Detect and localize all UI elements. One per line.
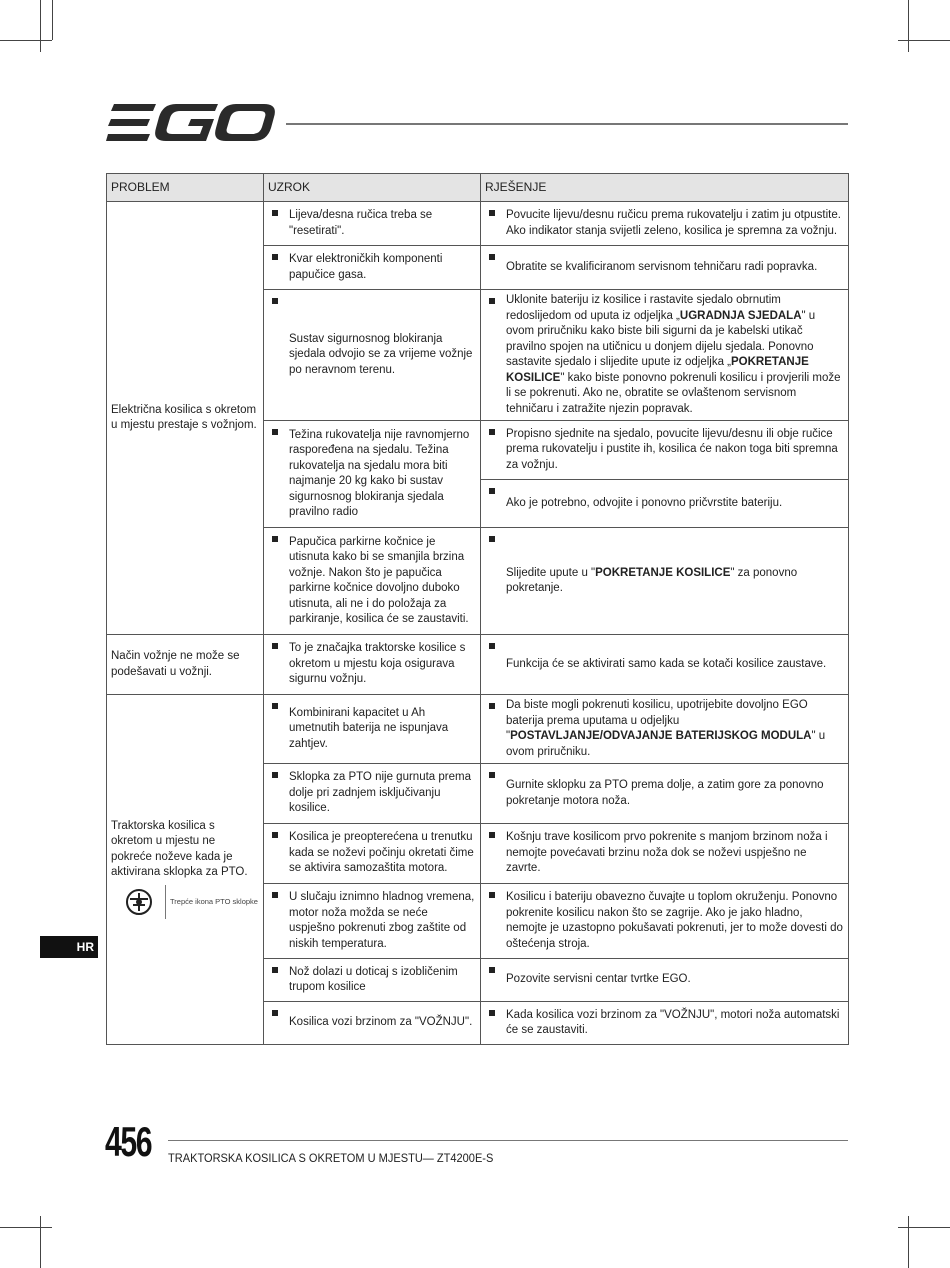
solution-cell xyxy=(481,528,849,635)
ego-logo xyxy=(106,102,276,144)
pto-separator xyxy=(165,885,166,919)
section-reference: POSTAVLJANJE/ODVAJANJE BATERIJSKOG MODULA xyxy=(510,730,812,742)
cause-cell: Lijeva/desna ručica treba se "resetirati". xyxy=(264,202,481,246)
problem-cell xyxy=(107,695,264,1045)
table-row xyxy=(107,202,849,246)
crop-mark xyxy=(908,1216,909,1268)
problem-cell: Električna kosilica s okretom u mjestu prestaje s vožnjom. xyxy=(107,202,264,635)
solution-cell: Ako je potrebno, odvojite i ponovno pričvrstite bateriju. xyxy=(481,480,849,528)
crop-mark xyxy=(0,40,52,41)
section-reference: POKRETANJE KOSILICE xyxy=(595,566,731,579)
solution-cell xyxy=(481,695,849,764)
pto-switch-icon xyxy=(125,888,153,916)
solution-cell: Kada kosilica vozi brzinom za "VOŽNJU", motori noža automatski će se zaustaviti. xyxy=(481,1002,849,1045)
solution-cell: Obratite se kvalificiranom servisnom tehničaru radi popravka. xyxy=(481,246,849,290)
solution-header: RJEŠENJE xyxy=(481,174,849,202)
solution-cell: Funkcija će se aktivirati samo kada se kotači kosilice zaustave. xyxy=(481,635,849,695)
solution-text: " u ovom priručniku. xyxy=(506,730,826,758)
cause-cell: U slučaju iznimno hladnog vremena, motor noža možda se neće uspješno pokrenuti zbog zaštite od niskih temperatura. xyxy=(264,884,481,959)
solution-text: Da biste mogli pokrenuti kosilicu, upotrijebite dovoljno EGO baterija prema uputama u odjeljku " xyxy=(506,699,808,742)
crop-mark xyxy=(898,1227,950,1228)
crop-mark xyxy=(52,0,53,40)
cause-cell: Papučica parkirne kočnice je utisnuta kako bi se smanjila brzina vožnje. Nakon što je papučica parkirne kočnice dovoljno duboko utisnuta, ali ne i do položaja za parkiranje, kosilica će se zaustaviti. xyxy=(264,528,481,635)
section-reference: POKRETANJE KOSILICE xyxy=(506,356,809,384)
cause-cell: Kosilica vozi brzinom za "VOŽNJU". xyxy=(264,1002,481,1045)
cause-cell: Sustav sigurnosnog blokiranja sjedala odvojio se za vrijeme vožnje po neravnom terenu. xyxy=(264,290,481,421)
crop-mark xyxy=(40,1216,41,1268)
language-tab: HR xyxy=(40,936,98,958)
pto-indicator xyxy=(113,885,259,919)
cause-cell: Kombinirani kapacitet u Ah umetnutih baterija ne ispunjava zahtjev. xyxy=(264,695,481,764)
problem-text: Traktorska kosilica s okretom u mjestu ne pokreće noževe kada je aktivirana sklopka za PTO. xyxy=(111,819,248,878)
pto-caption: Trepće ikona PTO sklopke xyxy=(170,896,258,906)
cause-cell: Kvar elektroničkih komponenti papučice gasa. xyxy=(264,246,481,290)
cause-cell: Sklopka za PTO nije gurnuta prema dolje pri zadnjem isključivanju kosilice. xyxy=(264,764,481,824)
footer-rule xyxy=(168,1140,848,1141)
solution-text: " u ovom priručniku kako biste bili sigurni da je kabelski utikač pravilno spojen na utičnicu u donjem dijelu sjedala. Ponovno sastavite sjedalo i slijedite upute iz odjeljka „ xyxy=(506,309,816,368)
cause-cell: Nož dolazi u doticaj s izobličenim trupom kosilice xyxy=(264,959,481,1002)
solution-cell: Propisno sjednite na sjedalo, povucite lijevu/desnu ili obje ručice prema rukovatelju i pustite ih, kosilica će nakon toga biti spremna za vožnju. xyxy=(481,421,849,480)
header-rule xyxy=(286,123,848,125)
solution-text: Slijedite upute u " xyxy=(506,566,596,579)
page-number: 456 xyxy=(105,1118,152,1165)
table-header-row xyxy=(107,174,849,202)
section-reference: UGRADNJA SJEDALA xyxy=(679,309,802,322)
cause-cell: To je značajka traktorske kosilice s okretom u mjestu koja osigurava sigurnu vožnju. xyxy=(264,635,481,695)
problem-header: PROBLEM xyxy=(107,174,264,202)
table-row xyxy=(107,695,849,764)
problem-cell: Način vožnje ne može se podešavati u vožnji. xyxy=(107,635,264,695)
crop-mark xyxy=(898,40,950,41)
crop-mark xyxy=(908,0,909,52)
solution-cell: Povucite lijevu/desnu ručicu prema rukovatelju i zatim ju otpustite. Ako indikator stanja svijetli zeleno, kosilica je spremna za vožnju. xyxy=(481,202,849,246)
crop-mark xyxy=(40,0,41,52)
solution-cell xyxy=(481,290,849,421)
table-row xyxy=(107,635,849,695)
troubleshooting-table xyxy=(106,173,849,1045)
cause-cell: Težina rukovatelja nije ravnomjerno raspoređena na sjedalu. Težina rukovatelja na sjedalu mora biti najmanje 20 kg kako bi sustav sigurnosnog blokiranja sjedala pravilno radio xyxy=(264,421,481,528)
solution-text: " kako biste ponovno pokrenuli kosilicu i provjerili može li se pokrenuti. Ako ne, obratite se ovlaštenom servisnom tehničaru i zatražite njezin popravak. xyxy=(506,371,841,415)
solution-cell: Kosilicu i bateriju obavezno čuvajte u toplom okruženju. Ponovno pokrenite kosilicu nakon što se zagrije. Ako je jako hladno, nemojte je uzastopno pokušavati pokrenuti, jer to može dovesti do oštećenja stroja. xyxy=(481,884,849,959)
cause-header: UZROK xyxy=(264,174,481,202)
solution-text: " za ponovno pokretanje. xyxy=(506,566,798,594)
solution-cell: Gurnite sklopku za PTO prema dolje, a zatim gore za ponovno pokretanje motora noža. xyxy=(481,764,849,824)
solution-cell: Pozovite servisni centar tvrtke EGO. xyxy=(481,959,849,1002)
cause-cell: Kosilica je preopterećena u trenutku kada se noževi počinju okretati čime se aktivira samozaštita motora. xyxy=(264,824,481,884)
crop-mark xyxy=(0,1227,52,1228)
solution-cell: Košnju trave kosilicom prvo pokrenite s manjom brzinom noža i nemojte povećavati brzinu noža dok se noževi uspješno ne zavrte. xyxy=(481,824,849,884)
footer-title: TRAKTORSKA KOSILICA S OKRETOM U MJESTU— ZT4200E-S xyxy=(168,1151,494,1165)
solution-text: Uklonite bateriju iz kosilice i rastavite sjedalo obrnutim redoslijedom od uputa iz odjeljka „ xyxy=(506,294,781,322)
